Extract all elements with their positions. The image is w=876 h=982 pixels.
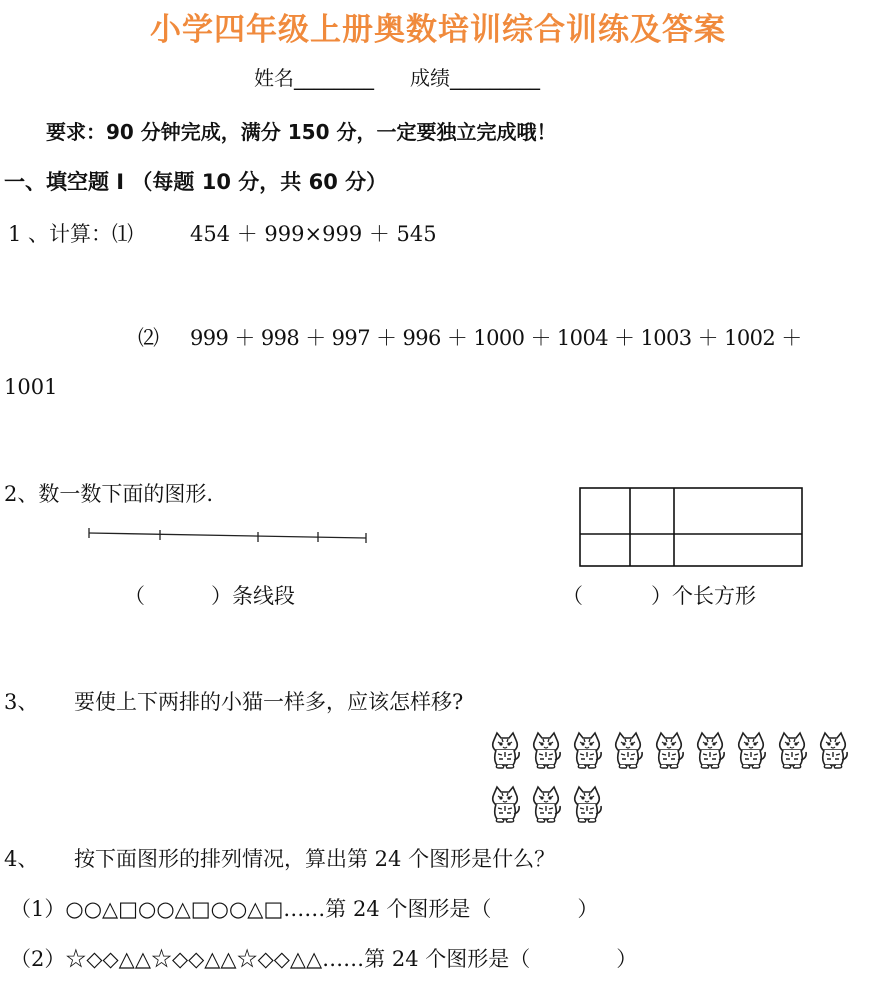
q3-label: 3、 <box>4 690 39 714</box>
cat-icon <box>611 730 645 770</box>
q3-text: 要使上下两排的小猫一样多，应该怎样移? <box>74 690 464 714</box>
q4-item2-label: （2） <box>10 947 66 971</box>
cat-icon <box>529 784 563 824</box>
q4-item1: （1）○○△□○○△□○○△□……第 24 个图形是（ ） <box>10 897 599 921</box>
q1-part2-expression-line1: 999 ＋ 998 ＋ 997 ＋ 996 ＋ 1000 ＋ 1004 ＋ 1003 ＋ 1002 ＋ <box>190 326 802 350</box>
q2-label: 2、数一数下面的图形. <box>4 482 214 506</box>
cat-icon <box>652 730 686 770</box>
student-info <box>254 62 540 91</box>
rectangle-grid-figure <box>578 486 804 568</box>
q4-item2-sequence: ☆◇◇△△☆◇◇△△☆◇◇△△……第 24 个图形是（ <box>65 947 531 971</box>
cat-icon <box>529 730 563 770</box>
score-field-label: 成绩_________ <box>410 66 540 90</box>
segments-answer: （ ）条线段 <box>124 584 295 608</box>
section1-heading: 一、填空题 I （每题 10 分，共 60 分） <box>4 170 388 194</box>
cat-icon <box>734 730 768 770</box>
q4-text: 按下面图形的排列情况，算出第 24 个图形是什么？ <box>74 847 556 871</box>
q4-item1-sequence: ○○△□○○△□○○△□……第 24 个图形是（ <box>65 897 492 921</box>
q1-part2-label: ⑵ <box>138 326 159 350</box>
rectangles-answer: （ ）个长方形 <box>562 584 756 608</box>
cat-icon <box>488 784 522 824</box>
cat-icon <box>488 730 522 770</box>
cat-icon <box>693 730 727 770</box>
requirement-text: 要求：90 分钟完成，满分 150 分，一定要独立完成哦！ <box>46 120 557 144</box>
name-field-label: 姓名________ <box>254 66 374 90</box>
q1-part2-expression-line2: 1001 <box>4 375 58 399</box>
cat-icon <box>570 730 604 770</box>
q1-part1-expression: 454 ＋ 999×999 ＋ 545 <box>190 222 437 246</box>
cat-icon <box>816 730 850 770</box>
q4-item1-label: （1） <box>10 897 66 921</box>
q4-label: 4、 <box>4 847 39 871</box>
cat-icon <box>570 784 604 824</box>
q1-label: 1 、计算：⑴ <box>8 222 134 246</box>
line-segment-figure <box>86 526 372 546</box>
cat-icon <box>775 730 809 770</box>
q4-item2: （2）☆◇◇△△☆◇◇△△☆◇◇△△……第 24 个图形是（ ） <box>10 947 638 971</box>
page-title: 小学四年级上册奥数培训综合训练及答案 <box>150 12 726 48</box>
